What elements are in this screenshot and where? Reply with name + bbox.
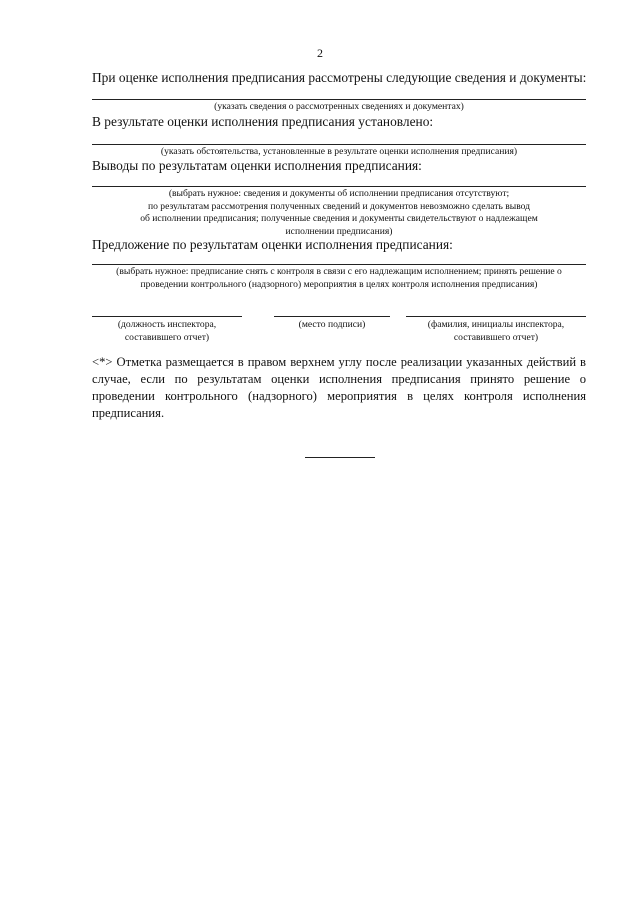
hint-conclusions [92, 188, 586, 238]
section-heading-proposal: Предложение по результатам оценки исполнения предписания: [92, 237, 453, 252]
hint-findings [92, 146, 586, 159]
hint-line: проведении контрольного (надзорного) мероприятия в целях контроля исполнения предписания) [140, 278, 538, 290]
hint-line: об исполнении предписания; полученные сведения и документы свидетельствуют о надлежащем [140, 213, 538, 225]
caption-line: (место подписи) [298, 319, 366, 330]
fill-line [92, 144, 586, 145]
signature-line-name [406, 316, 586, 317]
caption-line: составившего отчет) [453, 331, 539, 343]
section-heading-conclusions: Выводы по результатам оценки исполнения предписания: [92, 158, 422, 173]
section-heading-findings: В результате оценки исполнения предписания установлено: [92, 114, 434, 129]
hint-line: (выбрать нужное: предписание снять с контроля в связи с его надлежащим исполнением; принять решение о [116, 266, 562, 277]
fill-line [92, 99, 586, 100]
footnote [92, 354, 586, 422]
hint-line: по результатам рассмотрения полученных сведений и документов невозможно сделать вывод [147, 200, 531, 212]
page-number: 2 [317, 46, 323, 60]
signature-caption-position [92, 319, 242, 344]
hint-documents [92, 101, 586, 114]
hint-line: исполнении предписания) [285, 225, 393, 237]
fill-line [92, 264, 586, 265]
signature-line-place [274, 316, 390, 317]
hint-proposal [92, 266, 586, 291]
footnote-text: <*> Отметка размещается в правом верхнем углу после реализации указанных действий в случае, если по результатам оценки исполнения предписания принято решение о проведении контрольного (надзорного) мероприятия в целях контроля исполнения предписания. [92, 355, 586, 420]
fill-line [92, 186, 586, 187]
end-divider [305, 457, 375, 458]
caption-line: составившего отчет) [124, 331, 210, 343]
hint-line: (указать сведения о рассмотренных сведениях и документах) [214, 101, 464, 112]
signature-caption-name [406, 319, 586, 344]
hint-line: (выбрать нужное: сведения и документы об исполнении предписания отсутствуют; [168, 188, 510, 199]
signature-caption-place [266, 319, 398, 332]
signature-line-position [92, 316, 242, 317]
caption-line: (фамилия, инициалы инспектора, [427, 319, 565, 330]
hint-line: (указать обстоятельства, установленные в результате оценки исполнения предписания) [160, 146, 518, 157]
section-heading-documents: При оценке исполнения предписания рассмотрены следующие сведения и документы: [92, 70, 587, 85]
caption-line: (должность инспектора, [117, 319, 217, 330]
